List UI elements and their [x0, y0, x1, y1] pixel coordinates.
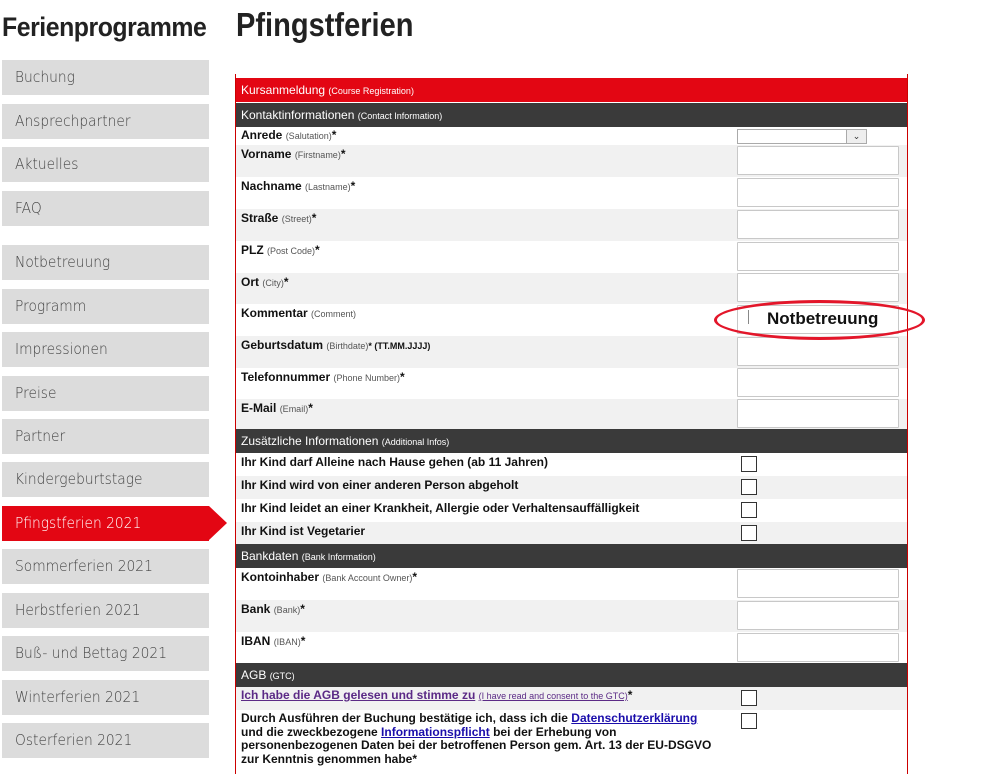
- go-home-alone-checkbox[interactable]: [741, 456, 757, 472]
- section-contact: Kontaktinformationen (Contact Information): [236, 103, 907, 127]
- firstname-input[interactable]: [737, 146, 899, 175]
- gtc-link[interactable]: Ich habe die AGB gelesen und stimme zu: [241, 688, 476, 702]
- row-birthdate: Geburtsdatum (Birthdate)* (TT.MM.JJJJ): [236, 336, 907, 368]
- privacy-checkbox[interactable]: [741, 713, 757, 729]
- site-title: Ferienprogramme: [2, 12, 207, 42]
- nav-item-aktuelles[interactable]: Aktuelles: [2, 147, 209, 182]
- row-gtc: Ich habe die AGB gelesen und stimme zu (I have read and consent to the GTC)*: [236, 687, 907, 710]
- information-duty-link[interactable]: Informationspflicht: [381, 724, 490, 739]
- row-iban: IBAN (IBAN)*: [236, 632, 907, 663]
- form-header: Kursanmeldung (Course Registration): [236, 78, 907, 102]
- row-email: E-Mail (Email)*: [236, 399, 907, 429]
- city-input[interactable]: [737, 273, 899, 302]
- account-owner-input[interactable]: [737, 569, 899, 598]
- nav-item-preise[interactable]: Preise: [2, 376, 209, 411]
- street-input[interactable]: [737, 210, 899, 239]
- registration-form: [235, 74, 908, 774]
- bank-input[interactable]: [737, 601, 899, 630]
- chevron-down-icon: ⌄: [846, 130, 866, 143]
- nav-item-osterferien[interactable]: Osterferien 2021: [2, 723, 209, 758]
- email-input[interactable]: [737, 399, 899, 428]
- row-picked-up: Ihr Kind wird von einer anderen Person abgeholt: [236, 476, 907, 499]
- row-firstname: Vorname (Firstname)*: [236, 145, 907, 177]
- row-account-owner: Kontoinhaber (Bank Account Owner)*: [236, 568, 907, 600]
- nav-item-buchung[interactable]: Buchung: [2, 60, 209, 95]
- gtc-checkbox[interactable]: [741, 690, 757, 706]
- row-street: Straße (Street)*: [236, 209, 907, 241]
- nav-item-pfingstferien[interactable]: Pfingstferien 2021: [2, 506, 209, 541]
- row-privacy: Durch Ausführen der Buchung bestätige ich, dass ich die Datenschutzerklärung und die zweckbezogene Informationspflicht bei der Erhebung von personenbezogenen Daten bei der betroffenen Person gem. Art. 13 der EU-DSGVO zur Kenntnis genommen habe*: [236, 710, 907, 774]
- nav-item-buss-und-bettag[interactable]: Buß- und Bettag 2021: [2, 636, 209, 671]
- picked-up-checkbox[interactable]: [741, 479, 757, 495]
- page-title: Pfingstferien: [236, 6, 414, 43]
- row-postcode: PLZ (Post Code)*: [236, 241, 907, 273]
- lastname-input[interactable]: [737, 178, 899, 207]
- row-lastname: Nachname (Lastname)*: [236, 177, 907, 209]
- section-additional: Zusätzliche Informationen (Additional Infos): [236, 429, 907, 453]
- row-vegetarian: Ihr Kind ist Vegetarier: [236, 522, 907, 545]
- iban-input[interactable]: [737, 633, 899, 662]
- nav-item-faq[interactable]: FAQ: [2, 191, 209, 226]
- nav-item-impressionen[interactable]: Impressionen: [2, 332, 209, 367]
- section-bank: Bankdaten (Bank Information): [236, 544, 907, 568]
- nav-item-partner[interactable]: Partner: [2, 419, 209, 454]
- nav-item-notbetreuung[interactable]: Notbetreuung: [2, 245, 209, 280]
- nav-item-herbstferien[interactable]: Herbstferien 2021: [2, 593, 209, 628]
- postcode-input[interactable]: [737, 242, 899, 271]
- vegetarian-checkbox[interactable]: [741, 525, 757, 541]
- row-comment: Kommentar (Comment): [236, 304, 907, 336]
- nav-item-sommerferien[interactable]: Sommerferien 2021: [2, 549, 209, 584]
- phone-input[interactable]: [737, 368, 899, 397]
- row-go-home-alone: Ihr Kind darf Alleine nach Hause gehen (ab 11 Jahren): [236, 453, 907, 476]
- row-phone: Telefonnummer (Phone Number)*: [236, 368, 907, 399]
- birthdate-input[interactable]: [737, 337, 899, 366]
- text-cursor: [748, 310, 749, 324]
- nav-item-kindergeburtstage[interactable]: Kindergeburtstage: [2, 462, 209, 497]
- annotation-text: Notbetreuung: [767, 309, 879, 328]
- row-illness: Ihr Kind leidet an einer Krankheit, Allergie oder Verhaltensauffälligkeit: [236, 499, 907, 522]
- nav-item-winterferien[interactable]: Winterferien 2021: [2, 680, 209, 715]
- illness-checkbox[interactable]: [741, 502, 757, 518]
- section-agb: AGB (GTC): [236, 663, 907, 687]
- row-bank: Bank (Bank)*: [236, 600, 907, 632]
- salutation-select[interactable]: [737, 129, 867, 144]
- nav-item-programm[interactable]: Programm: [2, 289, 209, 324]
- nav-item-ansprechpartner[interactable]: Ansprechpartner: [2, 104, 209, 139]
- privacy-policy-link[interactable]: Datenschutzerklärung: [571, 711, 698, 725]
- gtc-sub-link[interactable]: (I have read and consent to the GTC): [478, 691, 628, 701]
- row-city: Ort (City)*: [236, 273, 907, 304]
- row-salutation: Anrede (Salutation)* ⌄: [236, 127, 907, 145]
